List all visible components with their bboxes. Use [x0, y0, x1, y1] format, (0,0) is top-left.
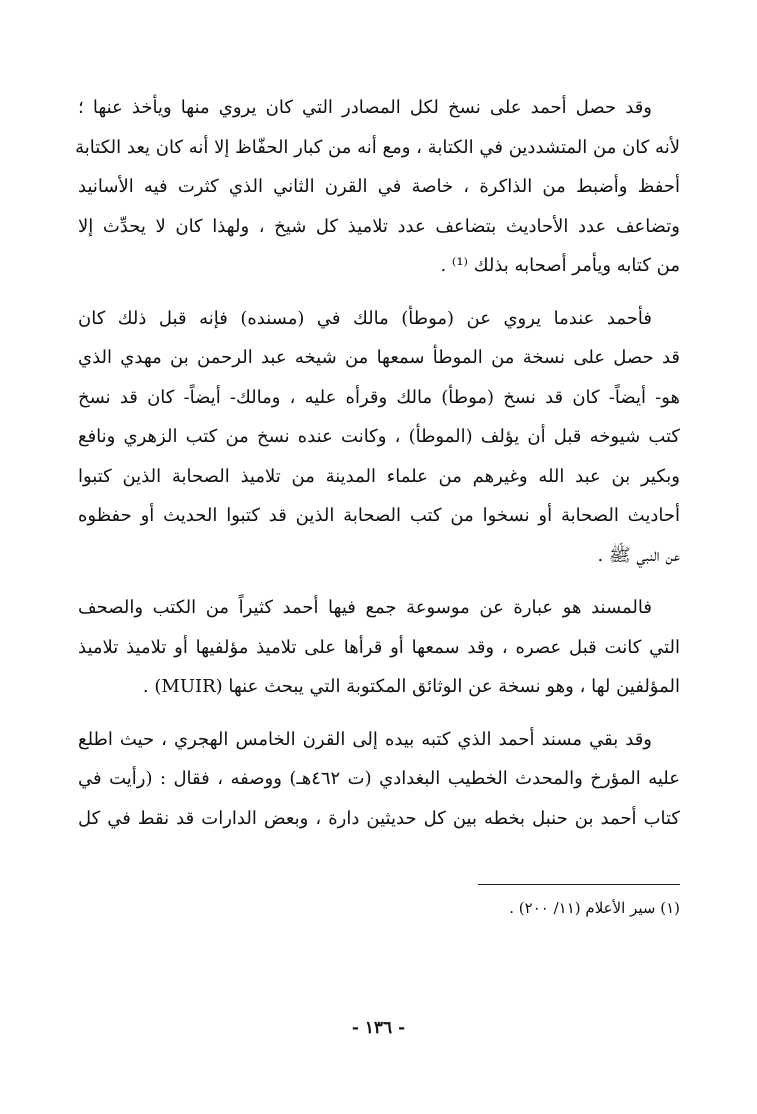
text-line: لأنه كان من المتشددين في الكتابة ، ومع أنه من كبار الحفّاظ إلا أنه كان يعد الكتابة: [75, 136, 680, 158]
page-number: - ١٣٦ -: [351, 1018, 406, 1038]
footnote: (١) سير الأعلام (١١/ ٢٠٠) .: [509, 899, 680, 917]
line-text: فالمسند هو عبارة عن موسوعة جمع فيها أحمد كثيراً من الكتب والصحف: [78, 597, 652, 618]
text-line: وتضاعف عدد الأحاديث بتضاعف عدد تلاميذ كل شيخ ، ولهذا كان لا يحدِّث إلا: [78, 215, 680, 237]
line-text: فأحمد عندما يروي عن (موطأ) مالك في (مسنده) فإنه قبل ذلك كان: [78, 307, 652, 329]
line-text: وقد بقي مسند أحمد الذي كتبه بيده إلى القرن الخامس الهجري ، حيث اطلع: [78, 728, 652, 750]
text-line: أحاديث الصحابة أو نسخوا من كتب الصحابة الذين قد كتبوا الحديث أو حفظوه: [78, 505, 680, 526]
text-line: وبكير بن عبد الله وغيرهم من علماء المدينة من تلاميذ الصحابة الذين كتبوا: [78, 465, 680, 487]
text-line: [78, 299, 680, 339]
text-line: هو- أيضاً- كان قد نسخ (موطأ) مالك وقرأه عليه ، ومالك- أيضاً- كان قد نسخ: [78, 386, 680, 408]
paragraph-2: [78, 299, 680, 576]
line-text: وقد حصل أحمد على نسخ لكل المصادر التي كان يروي منها ويأخذ عنها ؛: [78, 97, 652, 118]
text-line: [78, 588, 680, 628]
text-line: أحفظ وأضبط من الذاكرة ، خاصة في القرن الثاني الذي كثرت فيه الأسانيد: [78, 176, 680, 197]
text-line: [78, 720, 680, 760]
paragraph-4: [78, 720, 680, 839]
text-line: التي كانت قبل عصره ، وقد سمعها أو قرأها على تلاميذ مؤلفيها أو تلاميذ تلاميذ: [78, 636, 680, 658]
text-line: كتاب أحمد بن حنبل بخطه بين كل حديثين دارة ، وبعض الدارات قد نقط في كل: [78, 807, 680, 829]
text-line: عن النبي ﷺ .: [597, 544, 680, 566]
text-line: قد حصل على نسخة من الموطأ سمعها من شيخه عبد الرحمن بن مهدي الذي: [78, 347, 680, 368]
paragraph-3: [78, 588, 680, 707]
text-line: من كتابه ويأمر أصحابه بذلك ⁽¹⁾ .: [440, 255, 680, 276]
paragraph-1: [75, 88, 680, 286]
main-text: [75, 88, 680, 838]
footnote-divider: [478, 884, 680, 885]
text-line: عليه المؤرخ والمحدث الخطيب البغدادي (ت ٤٦٢هـ) ووصفه ، فقال : (رأيت في: [78, 768, 680, 789]
text-line: كتب شيوخه قبل أن يؤلف (الموطأ) ، وكانت عنده نسخ من كتب الزهري ونافع: [78, 426, 680, 447]
text-line: [78, 88, 680, 128]
text-line: المؤلفين لها ، وهو نسخة عن الوثائق المكتوبة التي يبحث عنها (MUIR) .: [142, 676, 680, 697]
